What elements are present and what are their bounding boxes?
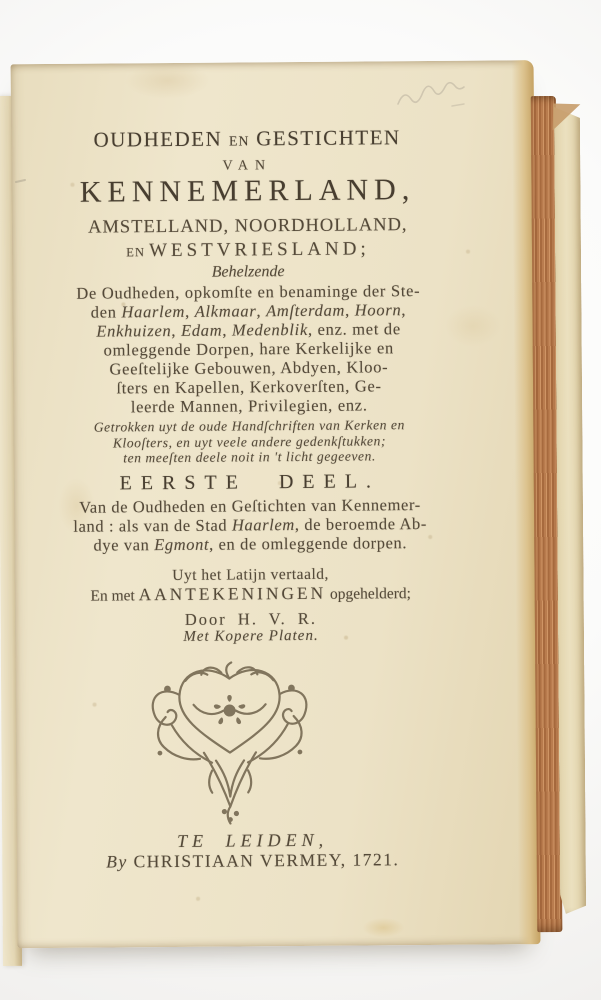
title-page [11,60,541,948]
text-segment: Medenblik [231,319,309,340]
text-segment: Enkhuizen [96,320,172,341]
text-segment: Van de Oudheden en Geſtichten van Kennemer- [79,495,421,517]
text-segment: , [401,300,407,320]
text-segment: Alkmaar [194,301,257,321]
text-segment: AANTEKENINGEN [138,583,327,605]
title-line-kennemerland: KENNEMERLAND, [79,173,416,209]
title-line-van: VAN [222,158,273,174]
part-contents-line [30,533,470,555]
foxing-specks [11,64,13,66]
text-segment: opgehelderd; [326,585,412,603]
text-segment: ſters en Kapellen, Kerkoverſten, Ge- [116,376,382,398]
annotations-line [31,583,471,606]
folded-corner [553,104,581,132]
plates-line: Met Kopere Platen. [183,627,319,645]
open-book [11,60,588,952]
text-segment: leerde Mannen, Privilegien, enz. [130,395,368,417]
text-segment: land : als van de Stad [73,515,233,536]
text-segment: OUDHEDEN [93,126,230,152]
behelzende-line: Behelzende [211,263,285,281]
part-contents-paragraph [30,495,470,555]
text-segment: , [171,320,182,340]
text-segment: dye van [93,535,155,555]
text-segment: Hoorn [354,300,402,320]
text-segment: By [106,851,134,872]
author-line: Door H. V. R. [184,608,317,629]
text-segment: WESTVRIESLAND; [149,238,370,262]
text-segment: , [256,301,267,321]
source-note-paragraph [29,417,469,467]
title-line-oudheden [27,125,467,153]
source-note-line: Klooſters, en uyt veele andere gedenkſtukken; [112,432,387,450]
text-segment: GESTICHTEN [249,125,401,151]
text-segment: , en de omleggende dorpen. [209,533,408,554]
summary-paragraph [28,281,469,417]
source-note-line: Getrokken uyt de oude Handſchriften van Kerken en [93,417,406,435]
text-segment: , [222,320,233,340]
text-segment: Edam [180,320,223,340]
text-segment: Egmont [154,534,210,555]
translated-line: Uyt het Latijn vertaald, [172,565,329,584]
text-segment: , [345,300,355,320]
text-segment: den [90,302,122,322]
source-note-line: ten meeſten deele noit in 't licht gegeeven. [123,448,377,466]
text-segment: omleggende Dorpen, hare Kerkelijke en [103,338,394,360]
part-heading: EERSTE DEEL. [119,470,381,495]
summary-line [29,395,469,417]
text-segment: Haarlem [121,301,186,322]
text-segment: EN [126,245,150,260]
title-line-westvriesland [28,238,468,263]
imprint-publisher [33,849,473,873]
text-segment: , [184,301,195,321]
text-segment: Geeſtelijke Gebouwen, Abdyen, Kloo- [109,357,389,379]
title-line-amstelland: AMSTELLAND, NOORDHOLLAND, [88,215,408,238]
text-segment: EN [228,133,250,149]
text-segment: , de beroemde Ab- [294,513,427,535]
text-segment: De Oudheden, opkomſte en benaminge der Ste- [76,281,421,303]
floral-woodcut-ornament-icon [141,660,318,825]
text-segment: , enz. met de [307,319,401,339]
text-segment: En met [90,587,139,605]
text-segment: CHRISTIAAN VERMEY, 1721. [133,849,400,872]
imprint-place: TE LEIDEN, [177,829,329,851]
text-segment: Amſterdam [266,300,346,321]
text-segment: Haarlem [231,515,295,535]
title-page-text [27,61,467,872]
summary-line [28,300,468,322]
